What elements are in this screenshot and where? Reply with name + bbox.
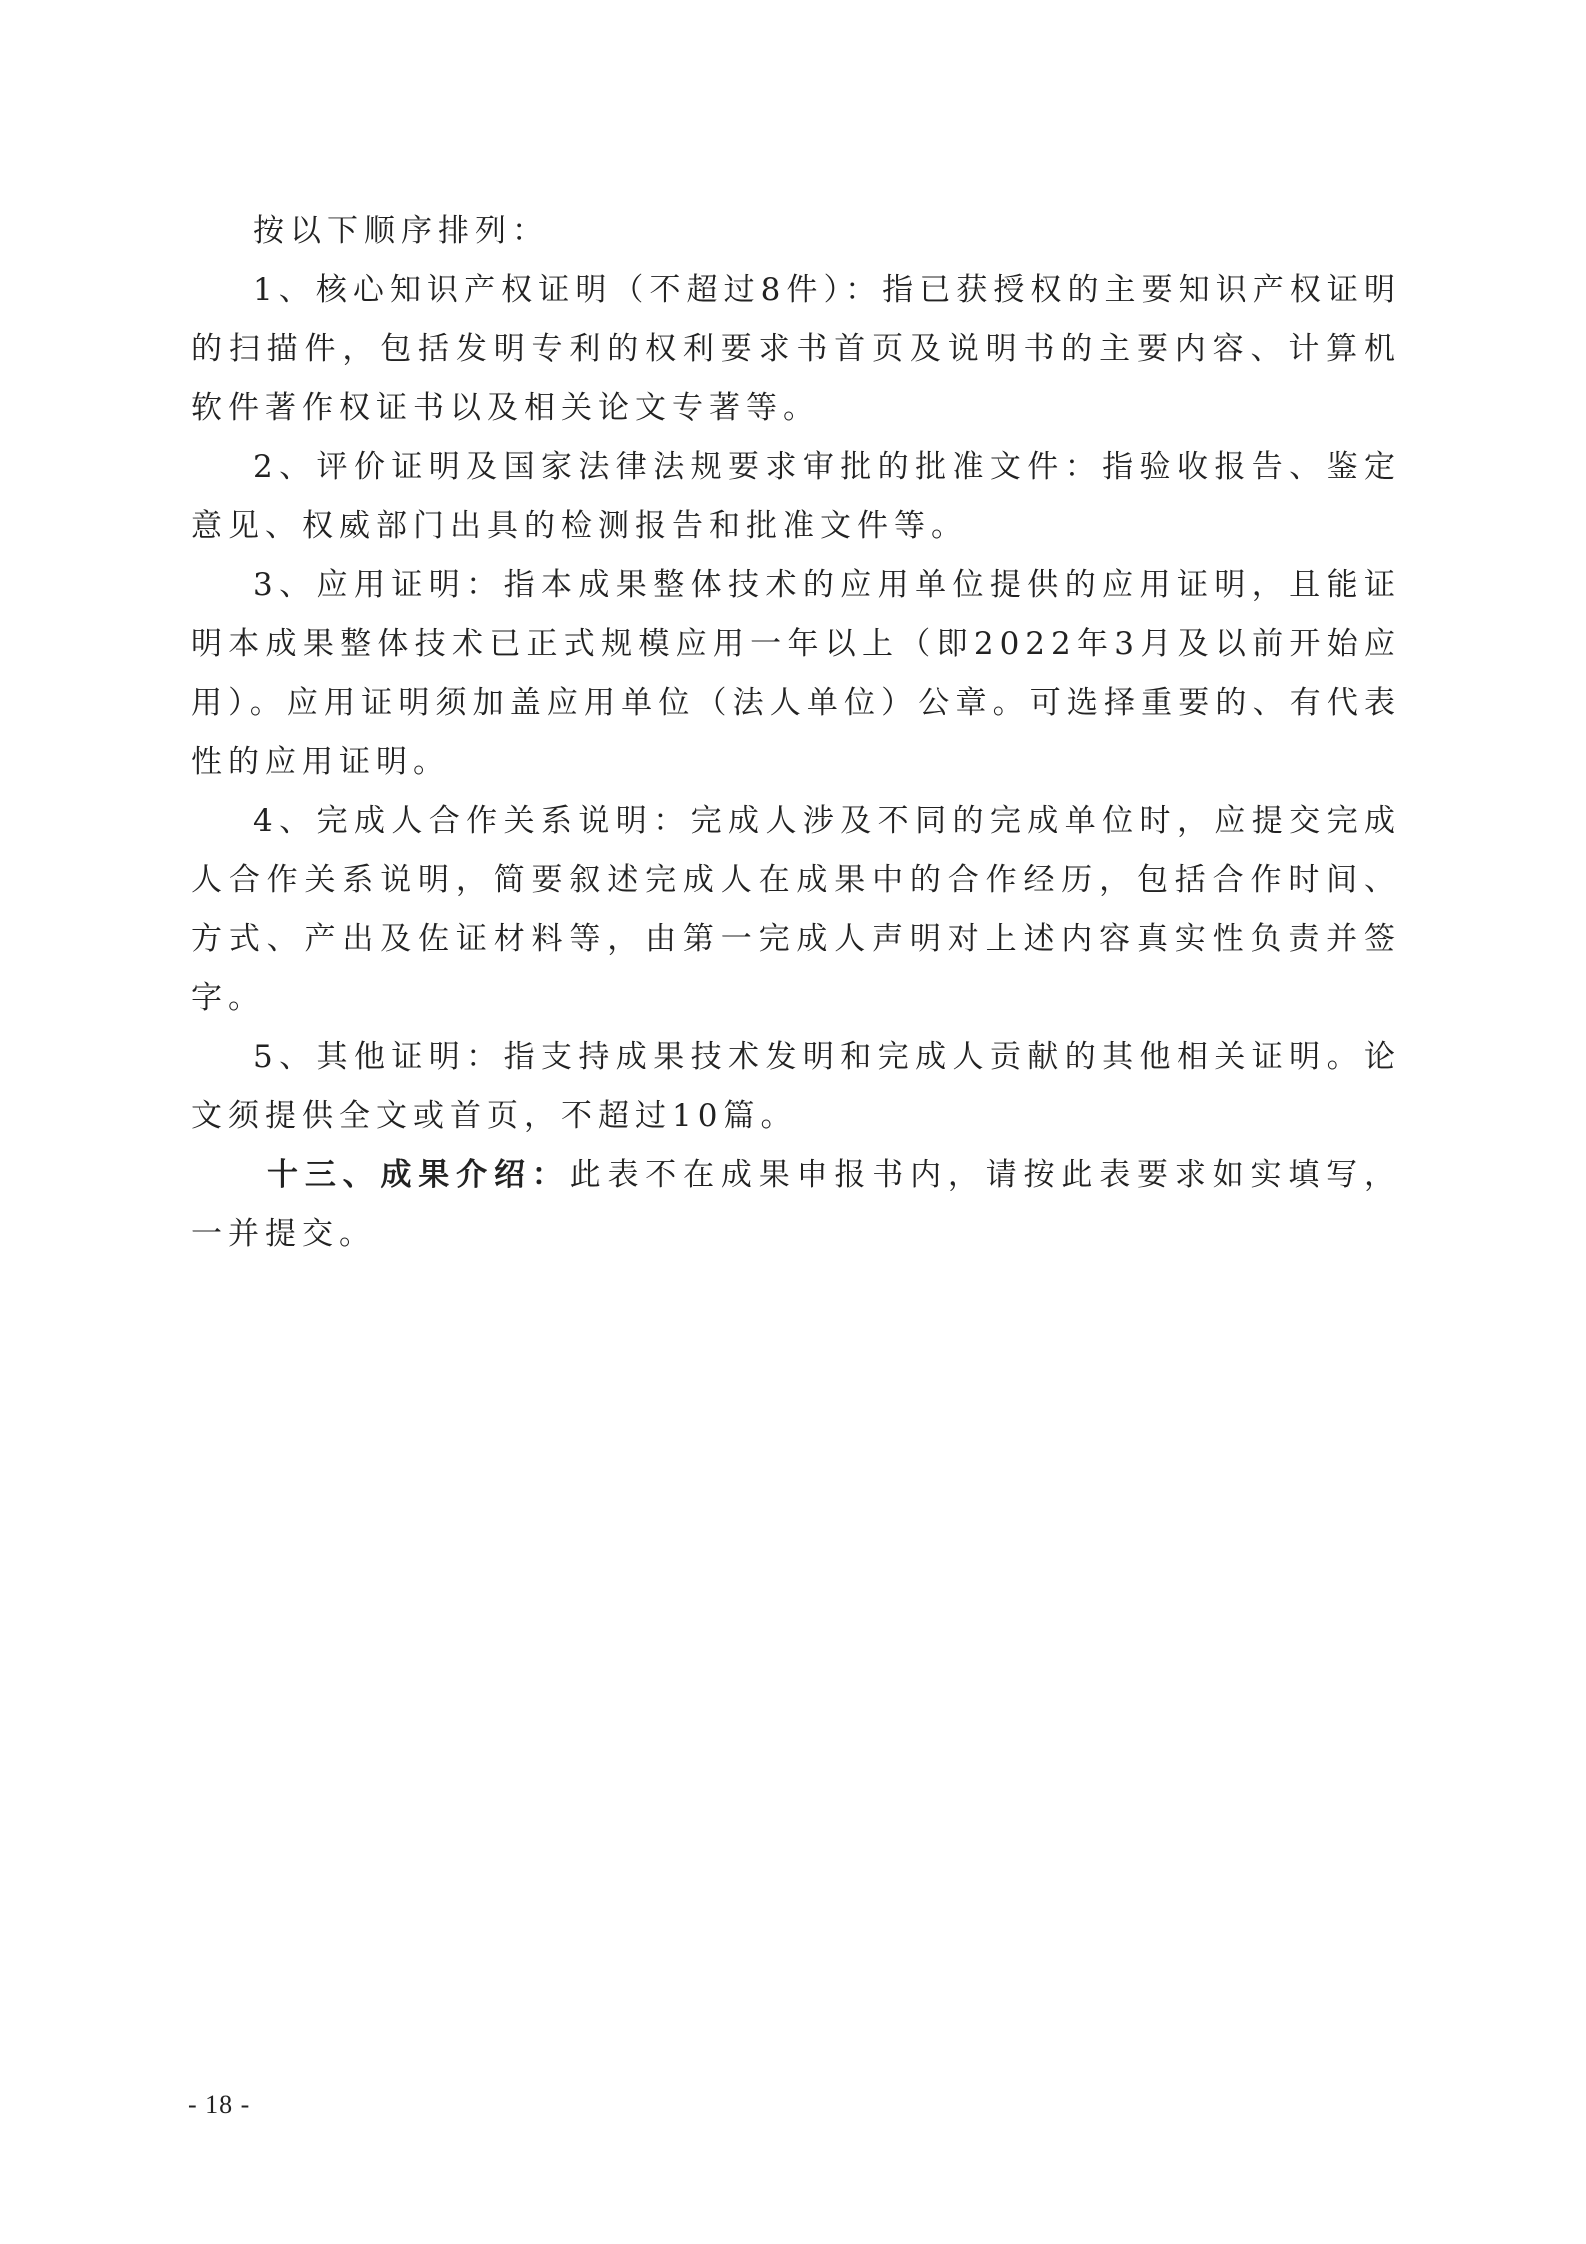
item-3-application-proof: 3、应用证明：指本成果整体技术的应用单位提供的应用证明，且能证明本成果整体技术已正式规模应用一年以上（即2022年3月及以前开始应用）。应用证明须加盖应用单位（法人单位）公章。可选择重要的、有代表性的应用证明。 bbox=[191, 567, 1401, 780]
section-13-heading: 十三、成果介绍： bbox=[267, 1157, 570, 1193]
item-5-other-proof: 5、其他证明：指支持成果技术发明和完成人贡献的其他相关证明。论文须提供全文或首页，不超过10篇。 bbox=[191, 1039, 1401, 1134]
item-4-cooperation-statement: 4、完成人合作关系说明：完成人涉及不同的完成单位时，应提交完成人合作关系说明，简要叙述完成人在成果中的合作经历，包括合作时间、方式、产出及佐证材料等，由第一完成人声明对上述内容真实性负责并签字。 bbox=[191, 803, 1401, 1016]
document-body bbox=[191, 202, 1401, 1264]
section-13-paragraph bbox=[191, 1146, 1401, 1264]
item-1-core-ip-proof: 1、核心知识产权证明（不超过8件）：指已获授权的主要知识产权证明的扫描件，包括发明专利的权利要求书首页及说明书的主要内容、计算机软件著作权证书以及相关论文专著等。 bbox=[191, 272, 1401, 426]
intro-paragraph: 按以下顺序排列： bbox=[253, 213, 549, 249]
section-13-text: 此表不在成果申报书内，请按此表要求如实填写，一并提交。 bbox=[191, 1157, 1402, 1252]
item-2-evaluation-proof: 2、评价证明及国家法律法规要求审批的批准文件：指验收报告、鉴定意见、权威部门出具的检测报告和批准文件等。 bbox=[191, 449, 1401, 544]
page-number: - 18 - bbox=[188, 2090, 251, 2119]
